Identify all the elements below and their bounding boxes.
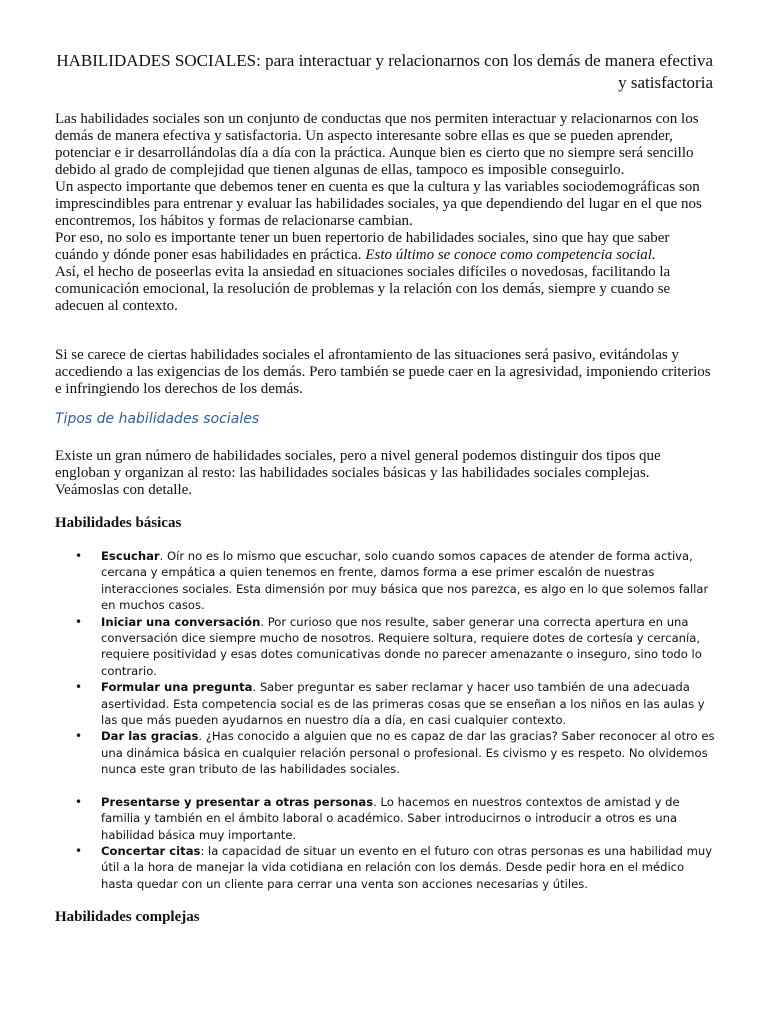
list-spacer [55, 778, 715, 794]
list-item-term: Formular una pregunta [101, 680, 253, 695]
intro-paragraph-2: Un aspecto importante que debemos tener en cuenta es que la cultura y las variables sociodemográficas son imprescindibles para entrenar y evaluar las habilidades sociales, ya que dependiendo del lugar en el que nos encontremos, los hábitos y formas de relacionarse cambian. [55, 179, 702, 229]
bullet-icon: • [75, 549, 83, 563]
list-item-text: Lo hacemos en nuestros contextos de amistad y de familia y también en el ámbito laboral o académico. Saber introducirnos o introducir a otros es una habilidad básica muy importante. [101, 794, 680, 842]
intro-paragraph-1: Las habilidades sociales son un conjunto de conductas que nos permiten interactuar y relacionarnos con los demás de manera efectiva y satisfactoria. Un aspecto interesante sobre ellas es que se pueden aprender, potenciar e ir desarrollándolas día a día con la práctica. Aunque bien es cierto que no siempre será sencillo debido al grado de complejidad que tienen algunas de ellas, tampoco es imposible conseguirlo. [55, 111, 699, 178]
list-item-separator: . [260, 614, 268, 629]
intro-paragraph-3 [55, 230, 713, 264]
list-item-text: Por curioso que nos resulte, saber generar una correcta apertura en una conversación dice siempre mucho de nosotros. Requiere soltura, requiere dotes de cortesía y cercanía, requiere positividad y esas dotes comunicativas donde no parecer amenazante o inseguro, sino todo lo contrario. [101, 614, 702, 678]
list-item [55, 794, 715, 843]
list-item [55, 728, 715, 777]
list-item-text: la capacidad de situar un evento en el futuro con otras personas es una habilidad muy útil a la hora de manejar la vida cotidiana en relación con los demás. Desde pedir hora en el médico hasta quedar con un cliente para cerrar una venta son acciones necesarias y útiles. [101, 843, 713, 891]
list-item [55, 679, 715, 728]
intro-paragraph-4: Así, el hecho de poseerlas evita la ansiedad en situaciones sociales difíciles o novedosas, facilitando la comunicación emocional, la resolución de problemas y la relación con los demás, siempre y cuando se adecuen al contexto. [55, 264, 671, 314]
list-item-text: ¿Has conocido a alguien que no es capaz de dar las gracias? Saber reconocer al otro es una dinámica básica en cualquier relación personal o profesional. Es civismo y es respeto. No olvidemos nunca este gran tributo de las habilidades sociales. [101, 729, 715, 777]
bullet-icon: • [75, 794, 83, 809]
basic-skills-list [55, 548, 715, 892]
list-item-text: Oír no es lo mismo que escuchar, solo cuando somos capaces de atender de forma activa, cercana y empática a quien tenemos en frente, damos forma a ese primer escalón de nuestras interacciones sociales. Esta dimensión por muy básica que nos parezca, es algo en lo que solemos fallar en muchos casos. [101, 549, 709, 613]
list-item-term: Dar las gracias [101, 729, 199, 744]
complex-skills-heading: Habilidades complejas [55, 909, 200, 925]
basic-skills-heading: Habilidades básicas [55, 515, 182, 531]
list-item [55, 843, 715, 892]
intro-paragraph-3-text: Por eso, no solo es importante tener un buen repertorio de habilidades sociales, sino que hay que saber cuándo y dónde poner esas habilidades en práctica. [55, 230, 670, 263]
list-item [55, 548, 715, 614]
intro-block [55, 111, 713, 315]
section-paragraph-1: Existe un gran número de habilidades sociales, pero a nivel general podemos distinguir dos tipos que engloban y organizan al resto: las habilidades sociales básicas y las habilidades sociales complejas. Veámoslas con detalle. [55, 448, 661, 498]
section-heading-tipos: Tipos de habilidades sociales [55, 411, 260, 427]
bullet-icon: • [75, 729, 83, 744]
list-item-separator: . [252, 680, 260, 695]
list-item-separator: . [198, 729, 206, 744]
list-item-term: Presentarse y presentar a otras personas [101, 794, 374, 809]
list-item-separator: . [373, 794, 381, 809]
document-title: HABILIDADES SOCIALES: para interactuar y relacionarnos con los demás de manera efectiva y satisfactoria [56, 51, 713, 92]
intro-paragraph-5: Si se carece de ciertas habilidades sociales el afrontamiento de las situaciones será pasivo, evitándolas y accediendo a las exigencias de los demás. Pero también se puede caer en la agresividad, imponiendo criterios e infringiendo los derechos de los demás. [55, 347, 711, 397]
bullet-icon: • [75, 680, 83, 695]
list-item-term: Concertar citas [101, 843, 201, 858]
list-item [55, 614, 715, 680]
list-item-separator: : [200, 843, 209, 858]
bullet-icon: • [75, 843, 83, 858]
bullet-icon: • [75, 614, 83, 629]
competencia-social-note: Esto último se conoce como competencia social. [365, 247, 656, 263]
list-item-separator: . [159, 549, 167, 563]
list-item-term: Escuchar [101, 549, 160, 563]
list-item-text: Saber preguntar es saber reclamar y hacer uso también de una adecuada asertividad. Esta competencia social es de las primeras cosas que se enseñan a los niños en las aulas y las que más pueden ayudarnos en nuestro día a día, en casi cualquier contexto. [101, 680, 705, 728]
list-item-term: Iniciar una conversación [101, 614, 261, 629]
